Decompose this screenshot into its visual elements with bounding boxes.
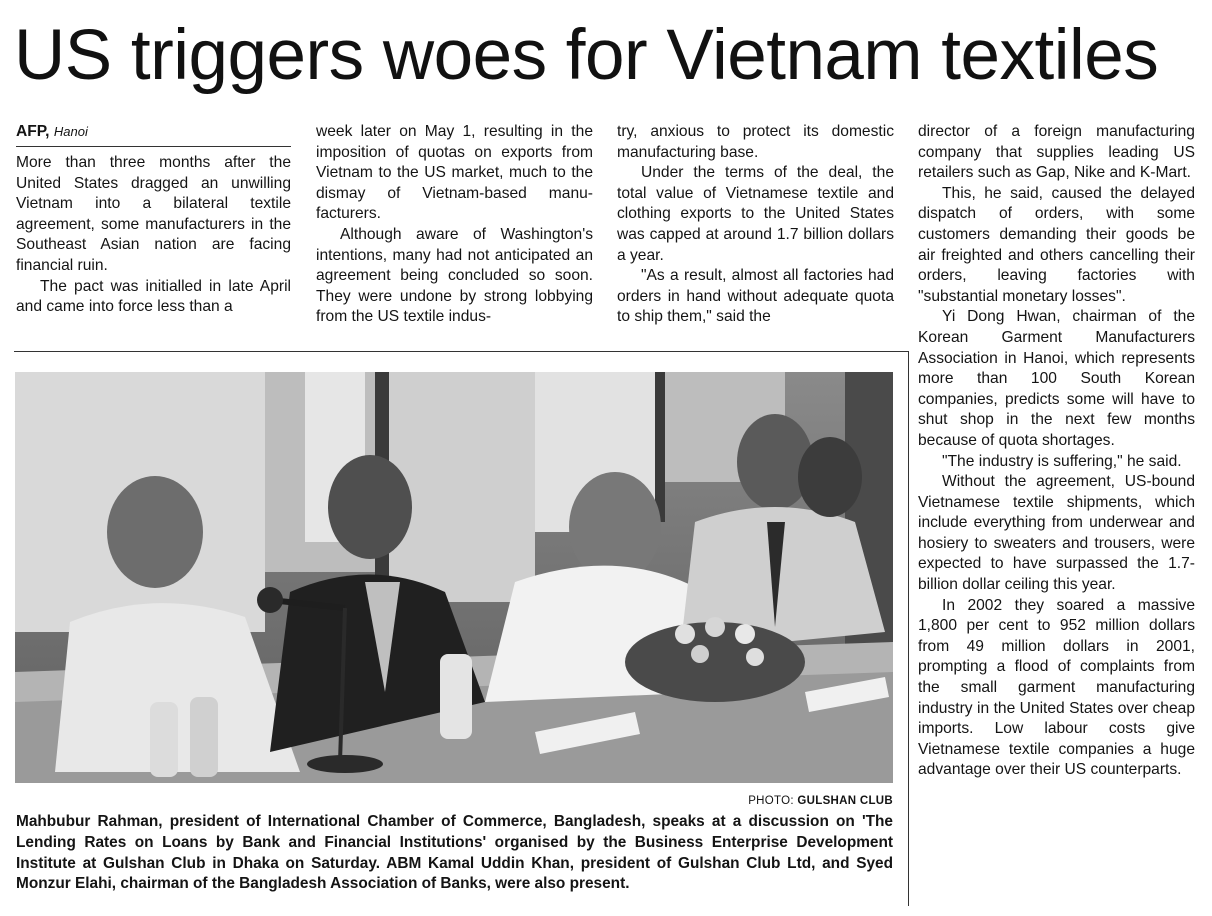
paragraph: Although aware of Washington's intentions, many had not anticipated an agreement being concluded so soon. They were undone by strong lobbying from the US textile indus- [316, 225, 593, 326]
article-column-3 [617, 122, 894, 328]
paragraph: Yi Dong Hwan, chairman of the Korean Garment Manufacturers Association in Hanoi, which represents more than 100 South Korean companies, predicts some will have to shut shop in the next few months because of quota shortages. [918, 308, 1195, 449]
photo-credit-source: GULSHAN CLUB [797, 795, 893, 807]
byline-dateline: Hanoi [53, 124, 88, 139]
paragraph: try, anxious to protect its domestic manufacturing base. [617, 123, 894, 161]
article-column-1 [16, 122, 291, 318]
paragraph: "The industry is suffering," he said. [942, 452, 1182, 470]
paragraph: In 2002 they soared a massive 1,800 per cent to 952 million dollars from 49 million dollars in 2001, prompting a flood of complaints from the small garment manufacturing industry in the United States over cheap imports. Low labour costs give Vietnamese textile companies a huge advantage over their US counterparts. [918, 596, 1195, 779]
paragraph: Without the agreement, US-bound Vietnamese textile shipments, which include everything from underwear and hosiery to sweaters and trousers, were expected to have surpassed the 1.7-billion dollar ceiling this year. [918, 473, 1195, 594]
paragraph: week later on May 1, resulting in the imposition of quotas on exports from Vietnam to the US market, much to the dismay of Vietnam-based manufacturers. [316, 123, 593, 223]
column-divider [908, 351, 909, 906]
paragraph: More than three months after the United States dragged an unwilling Vietnam into a bilateral textile agreement, some manufacturers in the Southeast Asian nation are facing financial ruin. [16, 154, 291, 274]
paragraph: The pact was initialled in late April and came into force less than a [16, 277, 291, 316]
paragraph: This, he said, caused the delayed dispatch of orders, with some customers demanding their goods be air freighted and others cancelling their orders, leaving factories with "substantial monetary losses". [918, 184, 1195, 305]
paragraph: "As a result, almost all factories had orders in hand without adequate quota to ship them," said the [617, 267, 894, 326]
article-column-4 [918, 122, 1195, 781]
photo-credit-prefix: PHOTO: [748, 795, 794, 807]
headline: US triggers woes for Vietnam textiles [14, 16, 1159, 95]
paragraph: director of a foreign manufacturing company that supplies leading US retailers such as Gap, Nike and K-Mart. [918, 123, 1195, 182]
byline-agency: AFP, [16, 123, 50, 140]
photo-caption: Mahbubur Rahman, president of International Chamber of Commerce, Bangladesh, speaks at a discussion on 'The Lending Rates on Loans by Bank and Financial Institutions' organised by the Business Enterprise Development Institute at Gulshan Club in Dhaka on Saturday. ABM Kamal Uddin Khan, president of Gulshan Club Ltd, and Syed Monzur Elahi, chairman of the Bangladesh Association of Banks, were also present. [16, 813, 893, 893]
photo-credit [600, 795, 893, 807]
news-photo [15, 372, 893, 783]
article-column-2 [316, 122, 593, 328]
byline [16, 122, 291, 147]
news-photo-illustration [15, 372, 893, 783]
paragraph: Under the terms of the deal, the total value of Vietnamese textile and clothing exports to the United States was capped at around 1.7 billion dollars a year. [617, 164, 894, 264]
photo-top-rule [14, 351, 909, 352]
